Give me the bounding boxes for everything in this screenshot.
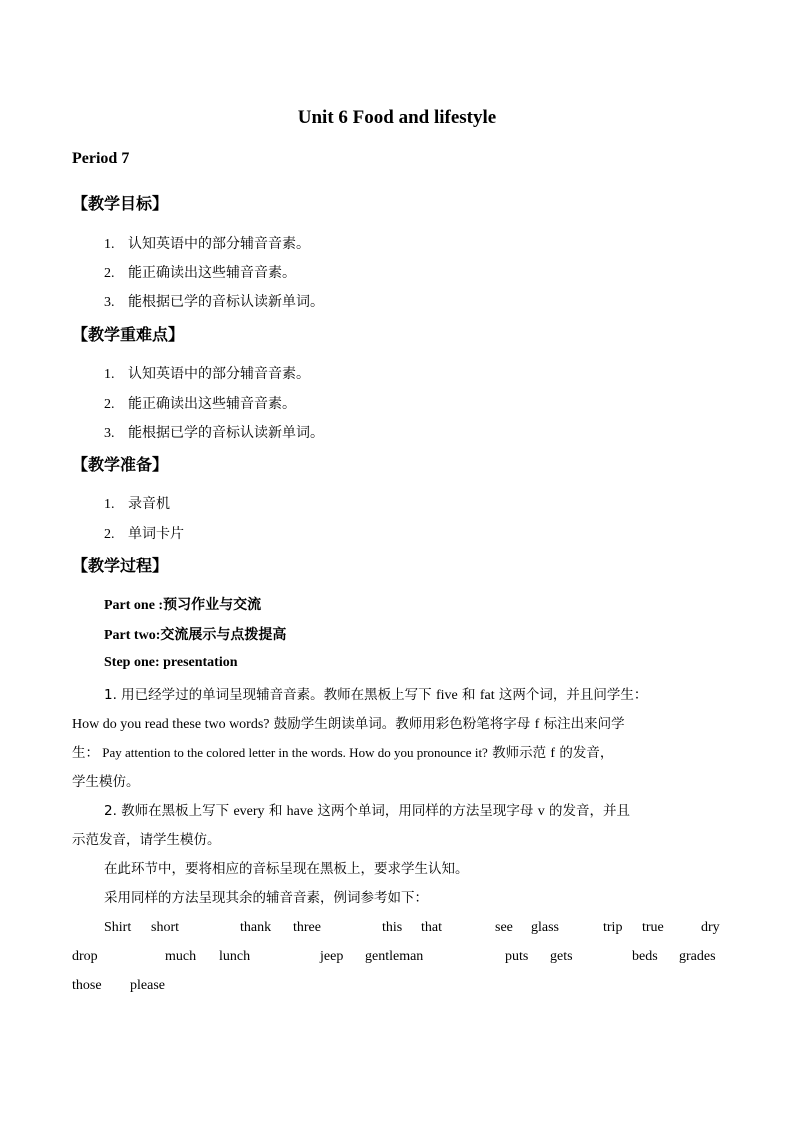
example-word: those xyxy=(72,978,102,993)
paragraph-line: 生： Pay attention to the colored letter in the words. How do you pronounce it? 教师示范 f 的发音， xyxy=(72,745,614,761)
paragraph-line: How do you read these two words? 鼓励学生朗读单词。教师用彩色粉笔将字母 f 标注出来问学 xyxy=(72,716,625,732)
paragraph-line: 采用同样的方法呈现其余的辅音音素，例词参考如下： xyxy=(104,890,428,906)
example-word: grades xyxy=(679,949,716,964)
example-word: true xyxy=(642,920,664,935)
example-word: Shirt xyxy=(104,920,132,935)
example-word: see xyxy=(495,920,513,935)
objectives-item: 1. 认知英语中的部分辅音音素。 xyxy=(104,236,310,252)
example-word: dry xyxy=(701,920,720,935)
paragraph-line: 在此环节中，要将相应的音标呈现在黑板上，要求学生认知。 xyxy=(104,861,469,877)
paragraph-line: 学生模仿。 xyxy=(72,774,140,790)
key-points-item: 3. 能根据已学的音标认读新单词。 xyxy=(104,425,324,441)
process-heading: 【教学过程】 xyxy=(72,556,169,575)
paragraph-line: 2. 教师在黑板上写下 every 和 have 这两个单词，用同样的方法呈现字母 v 的发音，并且 xyxy=(104,803,630,819)
example-word: trip xyxy=(603,920,623,935)
example-word: much xyxy=(165,949,197,964)
key-points-item: 1. 认知英语中的部分辅音音素。 xyxy=(104,366,310,382)
document-title: Unit 6 Food and lifestyle xyxy=(297,107,497,128)
preparation-heading: 【教学准备】 xyxy=(72,455,169,474)
example-word: please xyxy=(130,978,165,993)
objectives-item: 3. 能根据已学的音标认读新单词。 xyxy=(104,294,324,310)
example-word: short xyxy=(151,920,179,935)
part-two-heading: Part two:交流展示与点拨提高 xyxy=(104,627,287,643)
example-word: beds xyxy=(632,949,658,964)
objectives-heading: 【教学目标】 xyxy=(72,194,169,213)
example-word: glass xyxy=(531,920,559,935)
example-word: jeep xyxy=(320,949,344,964)
example-word: gets xyxy=(550,949,573,964)
period-label: Period 7 xyxy=(72,150,130,167)
key-points-item: 2. 能正确读出这些辅音音素。 xyxy=(104,396,296,412)
example-word: gentleman xyxy=(365,949,424,964)
example-word: thank xyxy=(240,920,272,935)
example-word: that xyxy=(421,920,442,935)
preparation-item: 2. 单词卡片 xyxy=(104,526,184,542)
example-word: lunch xyxy=(219,949,251,964)
part-one-heading: Part one :预习作业与交流 xyxy=(104,597,262,613)
example-word: three xyxy=(293,920,321,935)
example-word: this xyxy=(382,920,403,935)
example-word: drop xyxy=(72,949,98,964)
objectives-item: 2. 能正确读出这些辅音音素。 xyxy=(104,265,296,281)
step-one-heading: Step one: presentation xyxy=(104,655,238,670)
paragraph-line: 1. 用已经学过的单词呈现辅音音素。教师在黑板上写下 five 和 fat 这两个词，并且问学生： xyxy=(104,687,648,703)
preparation-item: 1. 录音机 xyxy=(104,496,170,512)
key-points-heading: 【教学重难点】 xyxy=(72,325,185,344)
example-word: puts xyxy=(505,949,529,964)
paragraph-line: 示范发音，请学生模仿。 xyxy=(72,832,221,848)
